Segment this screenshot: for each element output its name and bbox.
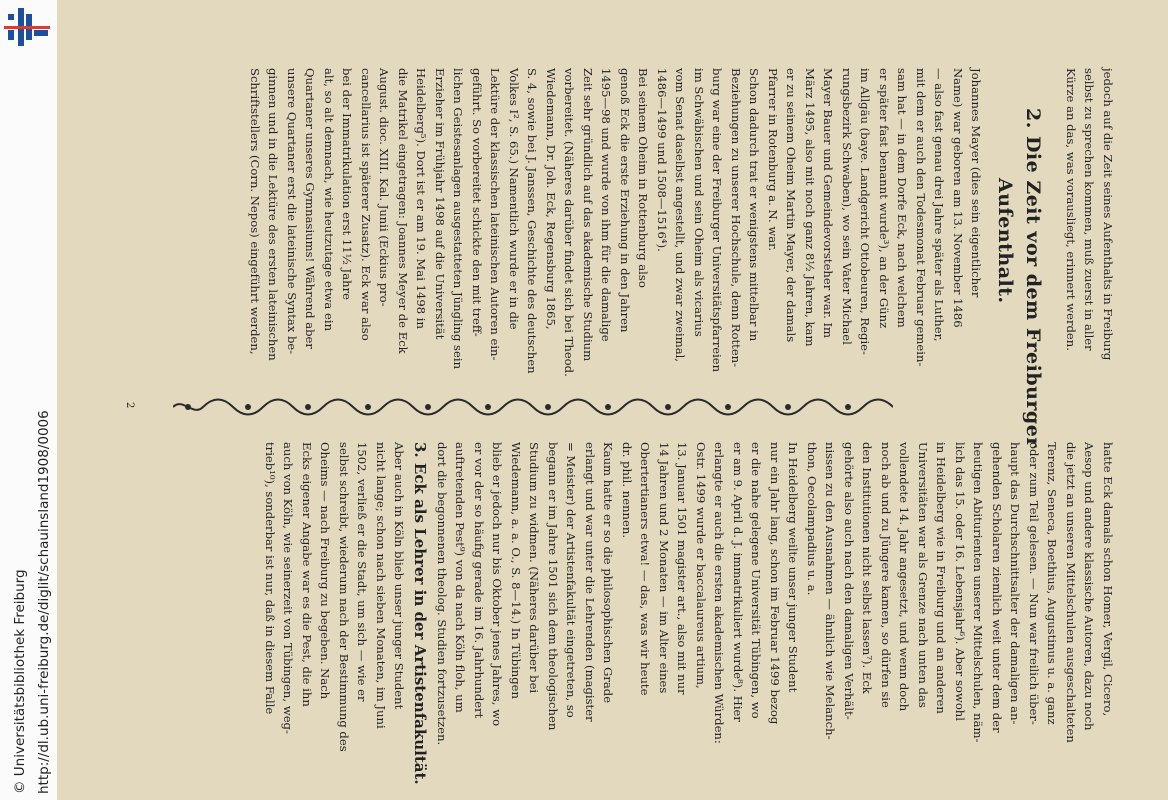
text-line: heutigen Abiturienten unserer Mittelschulen, näm- — [971, 442, 986, 743]
text-line: er die nahe gelegene Universität Tübingen, wo — [749, 442, 764, 719]
text-line: 1495—98 und wurde von ihm für die damalige — [599, 68, 614, 342]
text-line: S. 4, sowie bei J. Janssen, Geschichte des deutschen — [525, 68, 540, 374]
text-line: Aber auch in Köln blieb unser junger Student — [392, 442, 407, 710]
text-line: Oheims — nach Freiburg zu begeben. Nach — [318, 442, 333, 700]
text-line: nicht lange; schon nach sieben Monaten, im Juni — [374, 442, 388, 729]
text-line: Bei seinem Oheim in Rottenburg also — [636, 68, 651, 288]
text-line: Studium zu widmen. (Näheres darüber bei — [527, 442, 542, 694]
text-line: alt, so alt demnach, wie heutzutage etwa ein — [322, 68, 336, 332]
text-line: im Schwäbischen und sein Oheim als vicarius — [692, 68, 706, 337]
text-line: begann er im Jahre 1501 sich dem theologischen — [546, 442, 560, 731]
text-line: rungsbezirk Schwaben), wo sein Vater Michael — [840, 68, 854, 345]
text-line: In Heidelberg weilte unser junger Student — [786, 442, 801, 693]
text-line: Universitäten war als Grenze nach unten das — [916, 442, 930, 708]
text-line: Schriftstellers (Corn. Nepos) eingeführt werden, — [248, 68, 262, 355]
text-line: 1502, verließ er die Stadt, um sich — wie er — [355, 442, 370, 702]
text-line: — also fast genau drei Jahre später als Luther, — [932, 68, 947, 342]
text-line: Zeit sehr gründlich auf das akademische Studium — [581, 68, 595, 362]
text-line: lichen Geistesanlagen ausgestatteten Jüngling sein — [451, 68, 466, 370]
text-line: er am 9. April d. J. immatrikuliert wurde⁸). Hier — [731, 442, 745, 722]
text-line: geführt. So vorbereitet schickte den mit treff- — [470, 68, 484, 337]
text-line: die jetzt an unseren Mittelschulen ausgeschalteten — [1064, 442, 1078, 743]
scanned-page — [57, 0, 1168, 800]
text-line: August. dioc. XIII. Kal. Junii (Eckius pro- — [377, 68, 392, 307]
text-line: ginnen und in die Lektüre des ersten lateinischen — [266, 68, 281, 361]
text-line: im Allgäu (baye. Landgericht Ottobeuren, Regie- — [858, 68, 873, 355]
text-line: Wiedemann, a. a. O., S. 8—14.) In Tübingen — [509, 442, 523, 700]
text-line: Name) war geboren am 13. November 1486 — [951, 68, 965, 328]
text-line: selbst zu sprechen kommen, muß zuerst in aller — [1082, 68, 1097, 351]
text-line: lich das 15. oder 16. Lebensjahr⁶). Aber sowohl — [953, 442, 967, 721]
section-heading: 3. Eck als Lehrer in der Artistenfakultät. — [411, 442, 430, 785]
text-line: Ostr. 1499 wurde er baccalaureus artium, — [694, 442, 708, 689]
text-line: Lektüre der klassischen lateinischen Autoren ein- — [488, 68, 503, 361]
text-line: selbst schreibt, wiederum nach der Bestimmung des — [337, 442, 351, 752]
text-line: nissen zu den Ausnahmen — ähnlich wie Melanch- — [823, 442, 838, 740]
text-line: Wiedemann, Dr. Joh. Eck, Regensburg 1865, — [544, 68, 558, 330]
text-line: vollendete 14. Jahr angesetzt, und wenn doch — [897, 442, 912, 712]
section-heading-continued: Aufenthalt. — [994, 178, 1017, 304]
text-line: genoß Eck die erste Erziehung in den Jahren — [618, 68, 632, 333]
text-line: trieb¹⁰), sonderbar ist nur, daß in diesem Falle — [263, 442, 277, 715]
text-line: er später fast benannt wurde³), an der Günz — [877, 68, 891, 329]
text-line: Schon dadurch trat er wenigstens mittelbar in — [747, 68, 762, 342]
text-line: 14 Jahren und 2 Monaten — im Alter eines — [657, 442, 671, 694]
text-line: vorbereitet. (Näheres darüber findet sich bei Theod. — [562, 68, 577, 377]
section-heading: 2. Die Zeit vor dem Freiburger — [1022, 108, 1045, 448]
text-line: unsere Quartaner erst die lateinische Syntax be- — [285, 68, 299, 355]
text-line: jedoch auf die Zeit seines Aufenthalts in Freiburg — [1101, 68, 1115, 361]
text-line: auch von Köln, wie seinerzeit von Tübingen, weg- — [281, 442, 296, 734]
text-line: hatte Eck damals schon Homer, Vergil, Cicero, — [1101, 442, 1115, 717]
text-line: den Institutionen nicht selbst lassen⁷). Eck — [860, 442, 875, 694]
text-line: die Matrikel eingetragen: Joannes Meyer de Eck — [396, 68, 410, 354]
university-library-logo-icon — [4, 8, 50, 50]
text-line: Quartaner unseres Gymnasiums! Während aber — [303, 68, 318, 349]
text-line: Mayer Bauer und Gemeindevorsteher war. Im — [821, 68, 836, 339]
text-line: bei der Immatrikulation erst 11½ Jahre — [340, 68, 355, 300]
text-line: er zu seinem Oheim Martin Mayer, der damals — [784, 68, 799, 343]
source-url[interactable]: http://dl.ub.uni-freiburg.de/diglit/schauinsland1908/0006 — [36, 410, 52, 794]
text-line: Erzieher im Frühjahr 1498 auf die Universität — [433, 68, 447, 340]
text-line: blieb er jedoch nur bis Oktober jenes Jahres, wo — [490, 442, 505, 727]
text-line: 13. Januar 1501 magister art., also mit nur — [675, 442, 690, 695]
text-line: Volkes I², S. 65.) Namentlich wurde er in die — [507, 68, 521, 330]
text-line: 1486—1499 und 1508—1516⁴). — [655, 68, 669, 252]
text-line: Heidelberg⁵). Dort ist er am 19. Mai 1498 in — [414, 68, 429, 329]
text-line: haupt das Durchschnittsalter der damaligen an- — [1008, 442, 1023, 725]
text-line: Pfarrer in Rotenburg a. N. war. — [766, 68, 780, 252]
text-line: sam hat — in dem Dorfe Eck, nach welchem — [895, 68, 910, 328]
text-line: = Meister) der Artistenfakultät eingetreten, so — [564, 442, 579, 718]
text-line: in Heidelberg wie in Freiburg und an anderen — [934, 442, 949, 714]
text-line: thon, Oecolampadius u. a. — [805, 442, 819, 596]
sidebar — [0, 0, 57, 800]
text-line: cancellarius ist späterer Zusatz). Eck war also — [359, 68, 373, 341]
text-line: nur ein Jahr lang, schon im Februar 1499 bezog — [768, 442, 782, 725]
lower-column — [261, 442, 1118, 785]
text-line: Terenz, Seneca, Boethius, Augustinus u. a. ganz — [1045, 442, 1060, 725]
text-line: Ecks eigener Angabe war es die Pest, die ihn — [300, 442, 314, 707]
text-line: auftretenden Pest⁹) von da nach Köln floh, um — [453, 442, 468, 713]
text-line: gehörte also auch nach den damaligen Verhält- — [842, 442, 856, 720]
copyright-notice: © Universitätsbibliothek Freiburg — [12, 569, 28, 794]
text-line: erlangt und war unter die Lehrenden (magister — [583, 442, 597, 722]
text-line: mit dem er auch den Todesmonat Februar gemein- — [914, 68, 928, 367]
text-line: burg war eine der Freiburger Universitätspfarreien — [710, 68, 725, 373]
ornamental-divider-icon — [173, 395, 893, 419]
upper-column — [246, 68, 1118, 448]
text-line: März 1495, also mit noch ganz 8½ Jahren, kam — [803, 68, 817, 347]
text-line: Beziehungen zu unserer Hochschule, denn Rotten- — [729, 68, 743, 368]
text-line: Johannes Mayer (dies sein eigentlicher — [969, 68, 984, 298]
text-line: noch ab und zu Jüngere kamen, so dürfen sie — [879, 442, 893, 708]
text-line: Kaum hatte er so die philosophischen Grade — [601, 442, 616, 704]
text-line: gehenden Scholaren ziemlich weit unter dem der — [990, 442, 1004, 733]
page-number: 2 — [124, 402, 135, 409]
text-line: Obertertianers etwa! — das, was wir heute — [638, 442, 653, 696]
text-line: oder zum Teil gelesen. — Nun war freilich über- — [1027, 442, 1041, 725]
text-line: dr. phil. nennen. — [620, 442, 634, 539]
text-line: vom Senat daselbst angestellt, und zwar zweimal, — [673, 68, 688, 362]
text-line: er vor der so häufig gerade im 16. Jahrhundert — [472, 442, 486, 719]
text-line: dort die begonnenen theolog. Studien fortzusetzen. — [435, 442, 449, 746]
text-line: erlangte er auch die ersten akademischen Würden: — [712, 442, 727, 744]
text-line: Kürze an das, was vorausliegt, erinnert werden. — [1064, 68, 1078, 351]
text-line: Aesop und andere klassische Autoren, dazu noch — [1082, 442, 1097, 731]
